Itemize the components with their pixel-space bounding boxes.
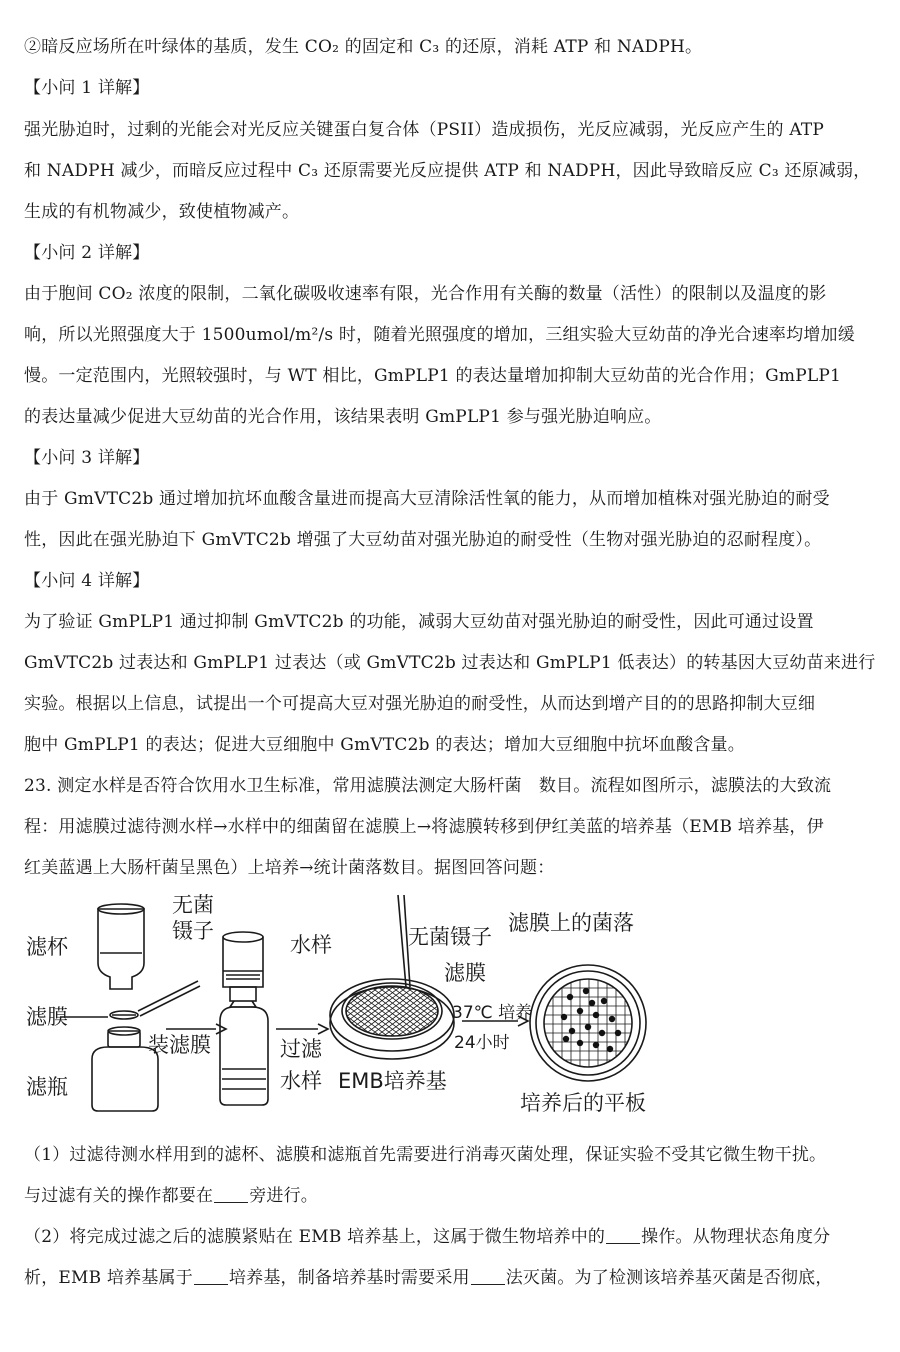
question-stem: 红美蓝遇上大肠杆菌呈黑色）上培养→统计菌落数目。据图回答问题： — [24, 858, 555, 878]
section-heading: 【小问 3 详解】 — [24, 448, 150, 468]
section-heading: 【小问 4 详解】 — [24, 571, 150, 591]
culture-plate-icon — [530, 965, 646, 1081]
tweezers-icon — [138, 981, 200, 1016]
answer-blank — [194, 1270, 228, 1285]
colony-dot — [607, 1046, 613, 1052]
colony-dot — [561, 1014, 567, 1020]
colony-dot — [577, 1008, 583, 1014]
label-time: 24小时 — [454, 1033, 510, 1053]
answer-blank — [471, 1270, 505, 1285]
label-sterile-tweezers-b: 镊子 — [172, 919, 214, 943]
label-filter-cup: 滤杯 — [26, 935, 68, 959]
question-1-line: （1）过滤待测水样用到的滤杯、滤膜和滤瓶首先需要进行消毒灭菌处理，保证实验不受其它微生物干扰。 — [24, 1145, 827, 1165]
label-emb-medium: EMB培养基 — [338, 1069, 447, 1093]
section-heading: 【小问 1 详解】 — [24, 78, 150, 98]
question-stem: 23. 测定水样是否符合饮用水卫生标准，常用滤膜法测定大肠杆菌 数目。流程如图所示，滤膜法的大致流 — [24, 776, 832, 796]
colony-dot — [615, 1030, 621, 1036]
label-membrane: 滤膜 — [26, 1005, 68, 1029]
text-line: 性，因此在强光胁迫下 GmVTC2b 增强了大豆幼苗对强光胁迫的耐受性（生物对强光胁迫的忍耐程度）。 — [24, 530, 822, 550]
answer-blank — [606, 1229, 640, 1244]
label-temperature: 37℃ 培养 — [452, 1003, 533, 1023]
question-text: 操作。从物理状态角度分 — [641, 1227, 831, 1247]
label-sterile-tweezers-2: 无菌镊子 — [408, 925, 492, 949]
text-line: 强光胁迫时，过剩的光能会对光反应关键蛋白复合体（PSII）造成损伤，光反应减弱，光反应产生的 ATP — [24, 120, 825, 140]
colony-dot — [569, 1028, 575, 1034]
text-line: 由于 GmVTC2b 通过增加抗坏血酸含量进而提高大豆清除活性氧的能力，从而增加植株对强光胁迫的耐受 — [24, 489, 830, 509]
colony-dot — [583, 988, 589, 994]
question-1-line — [24, 1185, 318, 1207]
text-line: 由于胞间 CO₂ 浓度的限制，二氧化碳吸收速率有限，光合作用有关酶的数量（活性）的限制以及温度的影 — [24, 284, 827, 304]
filter-cup-icon — [98, 904, 144, 989]
arrow-head — [216, 1024, 226, 1034]
label-plate: 培养后的平板 — [520, 1091, 646, 1115]
colony-dot — [609, 1016, 615, 1022]
question-text: 旁进行。 — [249, 1186, 319, 1206]
text-line: 响，所以光照强度大于 1500umol/m²/s 时，随着光照强度的增加，三组实验大豆幼苗的净光合速率均增加缓 — [24, 325, 855, 345]
question-text: 培养基，制备培养基时需要采用 — [228, 1268, 470, 1288]
label-filter-bottle: 滤瓶 — [26, 1075, 68, 1099]
text-line: 的表达量减少促进大豆幼苗的光合作用，该结果表明 GmPLP1 参与强光胁迫响应。 — [24, 407, 662, 427]
label-load-membrane: 装滤膜 — [148, 1033, 211, 1057]
colony-dot — [599, 1030, 605, 1036]
text-line: GmVTC2b 过表达和 GmPLP1 过表达（或 GmVTC2b 过表达和 GmPLP1 低表达）的转基因大豆幼苗来进行 — [24, 653, 876, 673]
label-filter-a: 过滤 — [280, 1037, 322, 1061]
label-filter-b: 水样 — [280, 1069, 322, 1093]
question-text: 析，EMB 培养基属于 — [24, 1268, 193, 1288]
colony-dot — [589, 1000, 595, 1006]
text-line: 慢。一定范围内，光照较强时，与 WT 相比，GmPLP1 的表达量增加抑制大豆幼苗的光合作用；GmPLP1 — [24, 366, 841, 386]
question-text: （2）将完成过滤之后的滤膜紧贴在 EMB 培养基上，这属于微生物培养中的 — [24, 1227, 606, 1247]
label-colonies: 滤膜上的菌落 — [508, 911, 634, 935]
label-membrane-mid: 滤膜 — [444, 961, 486, 985]
filter-membrane-diagram — [20, 893, 710, 1123]
text-line: 胞中 GmPLP1 的表达；促进大豆细胞中 GmVTC2b 的表达；增加大豆细胞中抗坏血酸含量。 — [24, 735, 745, 755]
text-line: 为了验证 GmPLP1 通过抑制 GmVTC2b 的功能，减弱大豆幼苗对强光胁迫的耐受性，因此可通过设置 — [24, 612, 814, 632]
text-line: ②暗反应场所在叶绿体的基质，发生 CO₂ 的固定和 C₃ 的还原，消耗 ATP 和 NADPH。 — [24, 37, 703, 57]
colony-dot — [563, 1036, 569, 1042]
colony-dot — [567, 994, 573, 1000]
text-line: 实验。根据以上信息，试提出一个可提高大豆对强光胁迫的耐受性，从而达到增产目的的思路抑制大豆细 — [24, 694, 816, 714]
colony-dot — [577, 1040, 583, 1046]
question-text: 与过滤有关的操作都要在 — [24, 1186, 214, 1206]
question-2-line — [24, 1226, 830, 1248]
answer-blank — [214, 1188, 248, 1203]
text-line: 和 NADPH 减少，而暗反应过程中 C₃ 还原需要光反应提供 ATP 和 NADPH，因此导致暗反应 C₃ 还原减弱， — [24, 161, 871, 181]
text-line: 生成的有机物减少，致使植物减产。 — [24, 202, 300, 222]
label-sterile-tweezers-a: 无菌 — [172, 893, 214, 917]
colony-dot — [593, 1012, 599, 1018]
colony-dot — [585, 1024, 591, 1030]
membrane-icon — [60, 1011, 138, 1019]
question-text: 法灭菌。为了检测该培养基灭菌是否彻底， — [505, 1268, 833, 1288]
colony-dots — [561, 988, 621, 1052]
section-heading: 【小问 2 详解】 — [24, 243, 150, 263]
question-2-line — [24, 1267, 833, 1289]
label-water-sample: 水样 — [290, 933, 332, 957]
assembled-filter-icon — [220, 932, 268, 1105]
question-stem: 程：用滤膜过滤待测水样→水样中的细菌留在滤膜上→将滤膜转移到伊红美蓝的培养基（EMB 培养基，伊 — [24, 817, 824, 837]
colony-dot — [593, 1042, 599, 1048]
arrow-head — [318, 1024, 328, 1034]
colony-dot — [601, 998, 607, 1004]
